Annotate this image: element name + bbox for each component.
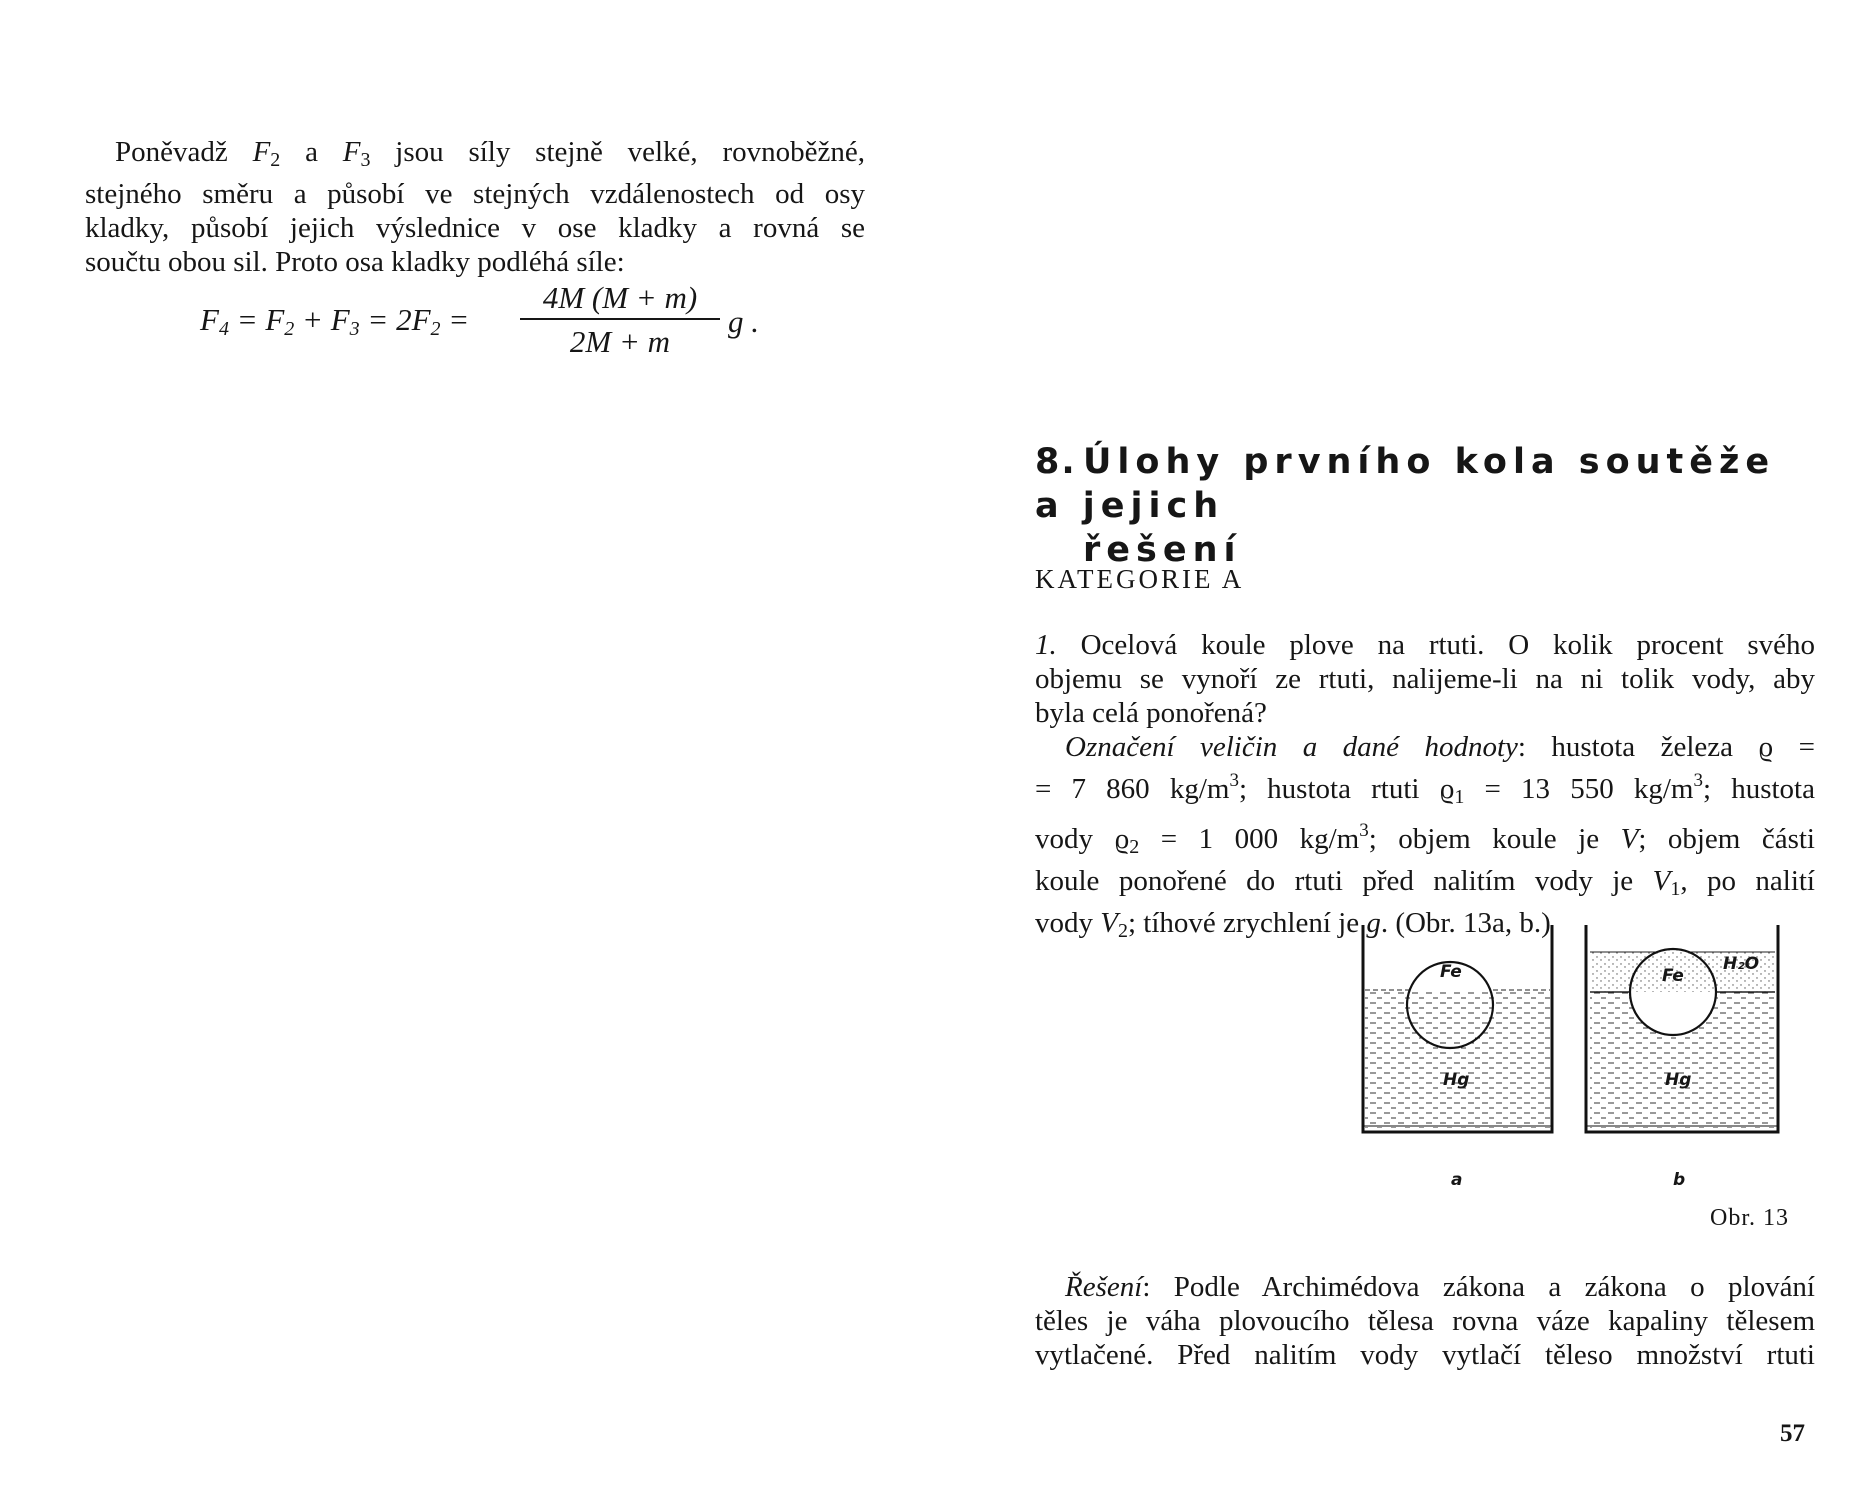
section-title-line1: Úlohy prvního kola soutěže a jejich: [1035, 442, 1776, 526]
text-line: součtu obou sil. Proto osa kladky podléhá síle:: [85, 246, 625, 278]
text-line: kladky, působí jejich výslednice v ose kladky a rovná se: [85, 212, 865, 244]
section-title-line2: řešení: [1083, 530, 1242, 570]
fraction-denominator: 2M + m: [569, 324, 671, 359]
problem-number: 1.: [1035, 629, 1057, 661]
text-line: koule ponořené do rtuti před nalitím vody je $V_1$, po nalití: [1035, 865, 1815, 900]
fraction-numerator: 4M (M + m): [542, 280, 698, 315]
notation-paragraph: [1035, 730, 1815, 948]
water-label-b: H₂O: [1723, 954, 1760, 974]
text-line: vytlačené. Před nalitím vody vytlačí těleso množství rtuti: [1035, 1339, 1815, 1371]
figure-13: [1355, 920, 1815, 1225]
text-line: těles je váha plovoucího tělesa rovna váze kapaliny tělesem: [1035, 1305, 1815, 1337]
formula-rhs: g .: [728, 304, 759, 339]
text-line: objemu se vynoří ze rtuti, nalijeme-li na ni tolik vody, aby: [1035, 663, 1815, 695]
formula-fraction: [520, 280, 720, 360]
problem-statement: [1035, 628, 1815, 730]
figure-sublabel-b: b: [1673, 1170, 1686, 1190]
text-line: vody $ϱ_2 = 1$ 000 $kg/m^3$; objem koule je V; objem části: [1035, 820, 1815, 858]
resultant-force-formula: [200, 280, 780, 360]
text-line: vody $V_2$; tíhové zrychlení je g. (Obr. 13a, b.): [1035, 907, 1551, 942]
fraction-bar: [520, 318, 720, 320]
text-line: byla celá ponořená?: [1035, 697, 1267, 729]
text-line: stejného směru a působí ve stejných vzdálenostech od osy: [85, 178, 865, 210]
text-line: = 7 860 $kg/m^3$; hustota rtuti $ϱ_1 = 13$ 550 $kg/m^3$; hustota: [1035, 770, 1815, 808]
figure-sublabel-a: a: [1451, 1170, 1463, 1190]
text-line: Označení veličin a dané hodnoty: hustota železa ϱ =: [1065, 731, 1815, 763]
right-page: [937, 0, 1874, 1500]
text-line: 1. Ocelová koule plove na rtuti. O kolik procent svého: [1035, 629, 1815, 661]
solution-label: Řešení: [1065, 1271, 1143, 1303]
hg-label-a: Hg: [1443, 1070, 1470, 1090]
beaker-a: [1363, 925, 1552, 1132]
figure-caption: Obr. 13: [1710, 1205, 1789, 1231]
section-heading: [1035, 440, 1815, 572]
notation-label: Označení veličin a dané hodnoty: [1065, 731, 1518, 763]
formula-lhs: $F_4 = F_2 + F_3 = 2F_2$ =: [200, 302, 470, 340]
hg-label-b: Hg: [1665, 1070, 1692, 1090]
fe-label-a: Fe: [1440, 962, 1462, 982]
text-line: Poněvadž $F_2$ a $F_3$ jsou síly stejně velké, rovnoběžné,: [115, 136, 866, 171]
section-number: 8.: [1035, 442, 1077, 482]
pulley-force-paragraph: [85, 135, 865, 279]
page-number: 57: [1780, 1420, 1805, 1447]
fe-label-b: Fe: [1662, 966, 1684, 986]
solution-paragraph: [1035, 1270, 1815, 1372]
category-heading: KATEGORIE A: [1035, 564, 1245, 594]
text-line: Řešení: Podle Archimédova zákona a zákona o plování: [1065, 1271, 1815, 1303]
